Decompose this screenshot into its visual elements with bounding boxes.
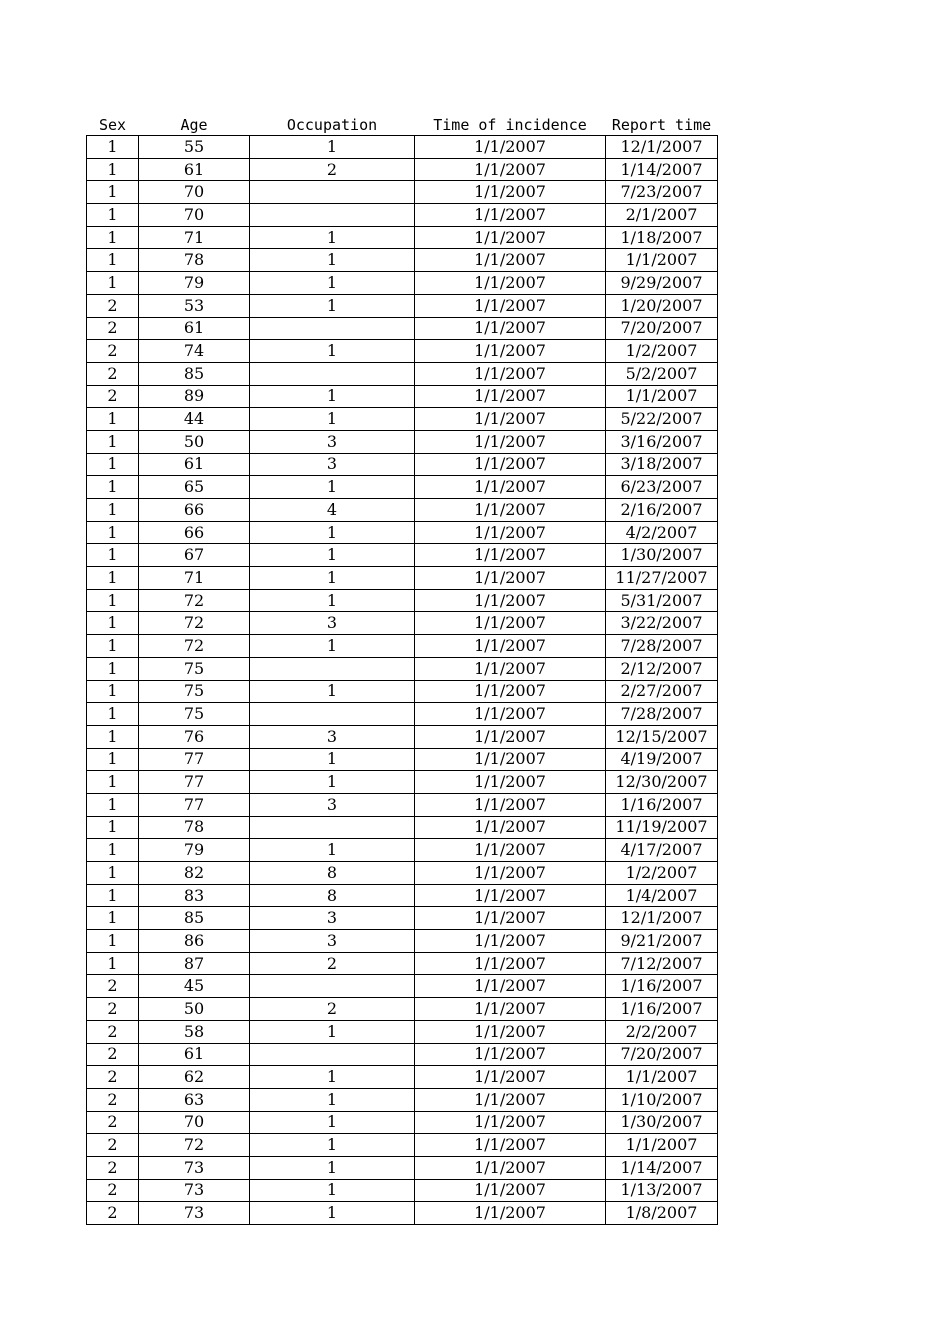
report-time-cell: 7/23/2007: [606, 181, 718, 204]
table-row: [87, 430, 718, 453]
table-body: [87, 136, 718, 1225]
report-time-cell: 1/1/2007: [606, 385, 718, 408]
table-row: [87, 1134, 718, 1157]
occupation-cell: [250, 816, 415, 839]
incidence-time-cell: 1/1/2007: [415, 567, 606, 590]
column-header-sex: Sex: [98, 116, 127, 134]
report-time-cell: 5/31/2007: [606, 589, 718, 612]
occupation-cell: 3: [250, 430, 415, 453]
incidence-time-cell: 1/1/2007: [415, 1179, 606, 1202]
incidence-time-cell: 1/1/2007: [415, 294, 606, 317]
occupation-cell: [250, 317, 415, 340]
report-time-cell: 3/18/2007: [606, 453, 718, 476]
occupation-cell: 1: [250, 839, 415, 862]
table-row: [87, 589, 718, 612]
table-row: [87, 862, 718, 885]
table-row: [87, 1088, 718, 1111]
table-row: [87, 703, 718, 726]
age-cell: 58: [139, 1020, 250, 1043]
occupation-cell: 4: [250, 499, 415, 522]
occupation-cell: 1: [250, 748, 415, 771]
incidence-time-cell: 1/1/2007: [415, 362, 606, 385]
age-cell: 73: [139, 1156, 250, 1179]
table-row: [87, 930, 718, 953]
report-time-cell: 7/28/2007: [606, 703, 718, 726]
sex-cell: 1: [87, 703, 139, 726]
incidence-time-cell: 1/1/2007: [415, 975, 606, 998]
occupation-cell: 2: [250, 952, 415, 975]
report-time-cell: 4/19/2007: [606, 748, 718, 771]
age-cell: 70: [139, 1111, 250, 1134]
report-time-cell: 11/27/2007: [606, 567, 718, 590]
occupation-cell: 1: [250, 340, 415, 363]
age-cell: 86: [139, 930, 250, 953]
age-cell: 70: [139, 204, 250, 227]
report-time-cell: 4/2/2007: [606, 521, 718, 544]
occupation-cell: 3: [250, 930, 415, 953]
report-time-cell: 9/29/2007: [606, 272, 718, 295]
sex-cell: 2: [87, 1156, 139, 1179]
sex-cell: 2: [87, 317, 139, 340]
occupation-cell: 1: [250, 1088, 415, 1111]
occupation-cell: 1: [250, 521, 415, 544]
age-cell: 75: [139, 680, 250, 703]
table-row: [87, 1202, 718, 1225]
incidence-time-cell: 1/1/2007: [415, 612, 606, 635]
sex-cell: 2: [87, 1134, 139, 1157]
sex-cell: 2: [87, 294, 139, 317]
sex-cell: 2: [87, 1043, 139, 1066]
report-time-cell: 1/14/2007: [606, 1156, 718, 1179]
age-cell: 73: [139, 1179, 250, 1202]
table-row: [87, 317, 718, 340]
incidence-time-cell: 1/1/2007: [415, 430, 606, 453]
age-cell: 78: [139, 816, 250, 839]
header-row: [87, 114, 718, 136]
age-cell: 71: [139, 567, 250, 590]
sex-cell: 1: [87, 226, 139, 249]
incidence-time-cell: 1/1/2007: [415, 884, 606, 907]
occupation-cell: 1: [250, 1179, 415, 1202]
incidence-time-cell: 1/1/2007: [415, 771, 606, 794]
age-cell: 61: [139, 453, 250, 476]
age-cell: 89: [139, 385, 250, 408]
incidence-time-cell: 1/1/2007: [415, 793, 606, 816]
sex-cell: 1: [87, 181, 139, 204]
sex-cell: 1: [87, 635, 139, 658]
sex-cell: 2: [87, 1202, 139, 1225]
age-cell: 44: [139, 408, 250, 431]
report-time-cell: 1/13/2007: [606, 1179, 718, 1202]
report-time-cell: 1/30/2007: [606, 544, 718, 567]
incidence-time-cell: 1/1/2007: [415, 657, 606, 680]
report-time-cell: 1/16/2007: [606, 793, 718, 816]
sex-cell: 1: [87, 884, 139, 907]
age-cell: 77: [139, 793, 250, 816]
occupation-cell: 1: [250, 385, 415, 408]
occupation-cell: 1: [250, 635, 415, 658]
report-time-cell: 1/16/2007: [606, 975, 718, 998]
sex-cell: 2: [87, 975, 139, 998]
incidence-time-cell: 1/1/2007: [415, 408, 606, 431]
table-row: [87, 884, 718, 907]
occupation-cell: [250, 204, 415, 227]
table-row: [87, 1179, 718, 1202]
age-cell: 50: [139, 998, 250, 1021]
table-row: [87, 1043, 718, 1066]
occupation-cell: 1: [250, 544, 415, 567]
incidence-time-cell: 1/1/2007: [415, 453, 606, 476]
sex-cell: 1: [87, 816, 139, 839]
table-row: [87, 226, 718, 249]
occupation-cell: 1: [250, 589, 415, 612]
report-time-cell: 1/1/2007: [606, 1066, 718, 1089]
incidence-time-cell: 1/1/2007: [415, 544, 606, 567]
age-cell: 61: [139, 158, 250, 181]
incidence-time-cell: 1/1/2007: [415, 703, 606, 726]
report-time-cell: 1/30/2007: [606, 1111, 718, 1134]
sex-cell: 1: [87, 521, 139, 544]
sex-cell: 1: [87, 680, 139, 703]
table-row: [87, 771, 718, 794]
table-row: [87, 839, 718, 862]
report-time-cell: 12/30/2007: [606, 771, 718, 794]
age-cell: 61: [139, 317, 250, 340]
table-row: [87, 136, 718, 159]
column-header-report-time: Report time: [611, 116, 712, 134]
column-header-time-of-incidence: Time of incidence: [433, 116, 587, 134]
incidence-time-cell: 1/1/2007: [415, 862, 606, 885]
occupation-cell: 3: [250, 793, 415, 816]
occupation-cell: 1: [250, 476, 415, 499]
incidence-time-cell: 1/1/2007: [415, 226, 606, 249]
sex-cell: 1: [87, 544, 139, 567]
occupation-cell: [250, 657, 415, 680]
sex-cell: 1: [87, 589, 139, 612]
report-time-cell: 2/12/2007: [606, 657, 718, 680]
occupation-cell: 3: [250, 725, 415, 748]
age-cell: 73: [139, 1202, 250, 1225]
report-time-cell: 1/8/2007: [606, 1202, 718, 1225]
age-cell: 85: [139, 362, 250, 385]
occupation-cell: 1: [250, 1020, 415, 1043]
sex-cell: 2: [87, 385, 139, 408]
occupation-cell: 2: [250, 158, 415, 181]
column-header-age: Age: [180, 116, 208, 134]
age-cell: 62: [139, 1066, 250, 1089]
occupation-cell: 8: [250, 884, 415, 907]
sex-cell: 1: [87, 725, 139, 748]
table-row: [87, 1156, 718, 1179]
incidence-time-cell: 1/1/2007: [415, 1043, 606, 1066]
sex-cell: 1: [87, 930, 139, 953]
age-cell: 77: [139, 748, 250, 771]
sex-cell: 2: [87, 1066, 139, 1089]
table-row: [87, 793, 718, 816]
incidence-time-cell: 1/1/2007: [415, 635, 606, 658]
table-row: [87, 725, 718, 748]
table-row: [87, 408, 718, 431]
report-time-cell: 4/17/2007: [606, 839, 718, 862]
incidence-time-cell: 1/1/2007: [415, 272, 606, 295]
age-cell: 78: [139, 249, 250, 272]
report-time-cell: 6/23/2007: [606, 476, 718, 499]
occupation-cell: 1: [250, 1202, 415, 1225]
table-row: [87, 544, 718, 567]
sex-cell: 1: [87, 612, 139, 635]
sex-cell: 2: [87, 1020, 139, 1043]
column-header-occupation: Occupation: [286, 116, 378, 134]
data-table: [86, 114, 718, 1225]
incidence-time-cell: 1/1/2007: [415, 1134, 606, 1157]
age-cell: 45: [139, 975, 250, 998]
occupation-cell: [250, 181, 415, 204]
occupation-cell: 1: [250, 1134, 415, 1157]
age-cell: 87: [139, 952, 250, 975]
incidence-time-cell: 1/1/2007: [415, 816, 606, 839]
age-cell: 72: [139, 612, 250, 635]
report-time-cell: 12/1/2007: [606, 136, 718, 159]
sex-cell: 1: [87, 499, 139, 522]
age-cell: 53: [139, 294, 250, 317]
occupation-cell: 1: [250, 567, 415, 590]
sex-cell: 2: [87, 340, 139, 363]
sex-cell: 1: [87, 204, 139, 227]
report-time-cell: 7/28/2007: [606, 635, 718, 658]
sex-cell: 2: [87, 1179, 139, 1202]
table-row: [87, 680, 718, 703]
occupation-cell: 8: [250, 862, 415, 885]
table-row: [87, 294, 718, 317]
report-time-cell: 1/2/2007: [606, 862, 718, 885]
incidence-time-cell: 1/1/2007: [415, 499, 606, 522]
incidence-time-cell: 1/1/2007: [415, 1066, 606, 1089]
sex-cell: 2: [87, 998, 139, 1021]
report-time-cell: 1/18/2007: [606, 226, 718, 249]
report-time-cell: 7/12/2007: [606, 952, 718, 975]
incidence-time-cell: 1/1/2007: [415, 839, 606, 862]
age-cell: 74: [139, 340, 250, 363]
sex-cell: 1: [87, 952, 139, 975]
report-time-cell: 5/22/2007: [606, 408, 718, 431]
report-time-cell: 9/21/2007: [606, 930, 718, 953]
table-row: [87, 362, 718, 385]
report-time-cell: 12/15/2007: [606, 725, 718, 748]
sex-cell: 2: [87, 362, 139, 385]
report-time-cell: 3/22/2007: [606, 612, 718, 635]
incidence-time-cell: 1/1/2007: [415, 907, 606, 930]
incidence-time-cell: 1/1/2007: [415, 476, 606, 499]
report-time-cell: 7/20/2007: [606, 1043, 718, 1066]
sex-cell: 1: [87, 793, 139, 816]
incidence-time-cell: 1/1/2007: [415, 317, 606, 340]
age-cell: 67: [139, 544, 250, 567]
table-row: [87, 567, 718, 590]
table-row: [87, 952, 718, 975]
table-row: [87, 272, 718, 295]
sex-cell: 1: [87, 748, 139, 771]
incidence-time-cell: 1/1/2007: [415, 204, 606, 227]
incidence-time-cell: 1/1/2007: [415, 1156, 606, 1179]
sex-cell: 1: [87, 839, 139, 862]
age-cell: 85: [139, 907, 250, 930]
incidence-time-cell: 1/1/2007: [415, 930, 606, 953]
occupation-cell: 3: [250, 612, 415, 635]
incidence-time-cell: 1/1/2007: [415, 680, 606, 703]
sex-cell: 1: [87, 453, 139, 476]
sex-cell: 1: [87, 136, 139, 159]
incidence-time-cell: 1/1/2007: [415, 385, 606, 408]
table-row: [87, 476, 718, 499]
report-time-cell: 1/2/2007: [606, 340, 718, 363]
table-row: [87, 521, 718, 544]
sex-cell: 1: [87, 272, 139, 295]
report-time-cell: 3/16/2007: [606, 430, 718, 453]
incidence-time-cell: 1/1/2007: [415, 998, 606, 1021]
occupation-cell: 1: [250, 1156, 415, 1179]
report-time-cell: 7/20/2007: [606, 317, 718, 340]
age-cell: 66: [139, 521, 250, 544]
table-row: [87, 181, 718, 204]
age-cell: 61: [139, 1043, 250, 1066]
occupation-cell: [250, 975, 415, 998]
sex-cell: 1: [87, 771, 139, 794]
table-row: [87, 158, 718, 181]
age-cell: 72: [139, 635, 250, 658]
table-row: [87, 816, 718, 839]
report-time-cell: 1/14/2007: [606, 158, 718, 181]
table-row: [87, 204, 718, 227]
report-time-cell: 1/10/2007: [606, 1088, 718, 1111]
incidence-time-cell: 1/1/2007: [415, 1020, 606, 1043]
incidence-time-cell: 1/1/2007: [415, 1111, 606, 1134]
occupation-cell: 1: [250, 1066, 415, 1089]
incidence-time-cell: 1/1/2007: [415, 136, 606, 159]
incidence-time-cell: 1/1/2007: [415, 725, 606, 748]
table-row: [87, 1111, 718, 1134]
report-time-cell: 2/1/2007: [606, 204, 718, 227]
sex-cell: 1: [87, 158, 139, 181]
occupation-cell: 3: [250, 453, 415, 476]
sex-cell: 1: [87, 249, 139, 272]
occupation-cell: 1: [250, 771, 415, 794]
report-time-cell: 2/16/2007: [606, 499, 718, 522]
occupation-cell: [250, 703, 415, 726]
report-time-cell: 2/27/2007: [606, 680, 718, 703]
occupation-cell: 1: [250, 136, 415, 159]
age-cell: 77: [139, 771, 250, 794]
table-row: [87, 340, 718, 363]
sex-cell: 1: [87, 862, 139, 885]
table-row: [87, 998, 718, 1021]
table-row: [87, 907, 718, 930]
report-time-cell: 1/4/2007: [606, 884, 718, 907]
incidence-time-cell: 1/1/2007: [415, 340, 606, 363]
age-cell: 66: [139, 499, 250, 522]
age-cell: 76: [139, 725, 250, 748]
table-row: [87, 612, 718, 635]
report-time-cell: 1/20/2007: [606, 294, 718, 317]
age-cell: 50: [139, 430, 250, 453]
incidence-time-cell: 1/1/2007: [415, 1088, 606, 1111]
occupation-cell: 1: [250, 249, 415, 272]
age-cell: 72: [139, 1134, 250, 1157]
occupation-cell: 1: [250, 408, 415, 431]
occupation-cell: [250, 362, 415, 385]
sex-cell: 1: [87, 476, 139, 499]
age-cell: 71: [139, 226, 250, 249]
age-cell: 65: [139, 476, 250, 499]
age-cell: 83: [139, 884, 250, 907]
incidence-time-cell: 1/1/2007: [415, 521, 606, 544]
report-time-cell: 1/1/2007: [606, 249, 718, 272]
occupation-cell: 2: [250, 998, 415, 1021]
table-row: [87, 453, 718, 476]
report-time-cell: 11/19/2007: [606, 816, 718, 839]
table-row: [87, 385, 718, 408]
age-cell: 63: [139, 1088, 250, 1111]
sex-cell: 1: [87, 408, 139, 431]
table-row: [87, 499, 718, 522]
sex-cell: 1: [87, 567, 139, 590]
age-cell: 70: [139, 181, 250, 204]
occupation-cell: 1: [250, 1111, 415, 1134]
incidence-time-cell: 1/1/2007: [415, 952, 606, 975]
incidence-time-cell: 1/1/2007: [415, 589, 606, 612]
occupation-cell: [250, 1043, 415, 1066]
age-cell: 75: [139, 703, 250, 726]
age-cell: 55: [139, 136, 250, 159]
table-row: [87, 1020, 718, 1043]
report-time-cell: 1/16/2007: [606, 998, 718, 1021]
occupation-cell: 1: [250, 680, 415, 703]
incidence-time-cell: 1/1/2007: [415, 249, 606, 272]
age-cell: 82: [139, 862, 250, 885]
incidence-time-cell: 1/1/2007: [415, 1202, 606, 1225]
table-row: [87, 249, 718, 272]
incidence-time-cell: 1/1/2007: [415, 748, 606, 771]
table-row: [87, 748, 718, 771]
incidence-time-cell: 1/1/2007: [415, 181, 606, 204]
report-time-cell: 5/2/2007: [606, 362, 718, 385]
occupation-cell: 3: [250, 907, 415, 930]
occupation-cell: 1: [250, 272, 415, 295]
sex-cell: 1: [87, 430, 139, 453]
occupation-cell: 1: [250, 294, 415, 317]
sex-cell: 1: [87, 907, 139, 930]
sex-cell: 2: [87, 1088, 139, 1111]
incidence-time-cell: 1/1/2007: [415, 158, 606, 181]
table-row: [87, 1066, 718, 1089]
occupation-cell: 1: [250, 226, 415, 249]
report-time-cell: 12/1/2007: [606, 907, 718, 930]
table-row: [87, 657, 718, 680]
age-cell: 79: [139, 272, 250, 295]
table-row: [87, 635, 718, 658]
report-time-cell: 1/1/2007: [606, 1134, 718, 1157]
sex-cell: 1: [87, 657, 139, 680]
table-row: [87, 975, 718, 998]
report-time-cell: 2/2/2007: [606, 1020, 718, 1043]
sex-cell: 2: [87, 1111, 139, 1134]
age-cell: 75: [139, 657, 250, 680]
age-cell: 72: [139, 589, 250, 612]
age-cell: 79: [139, 839, 250, 862]
